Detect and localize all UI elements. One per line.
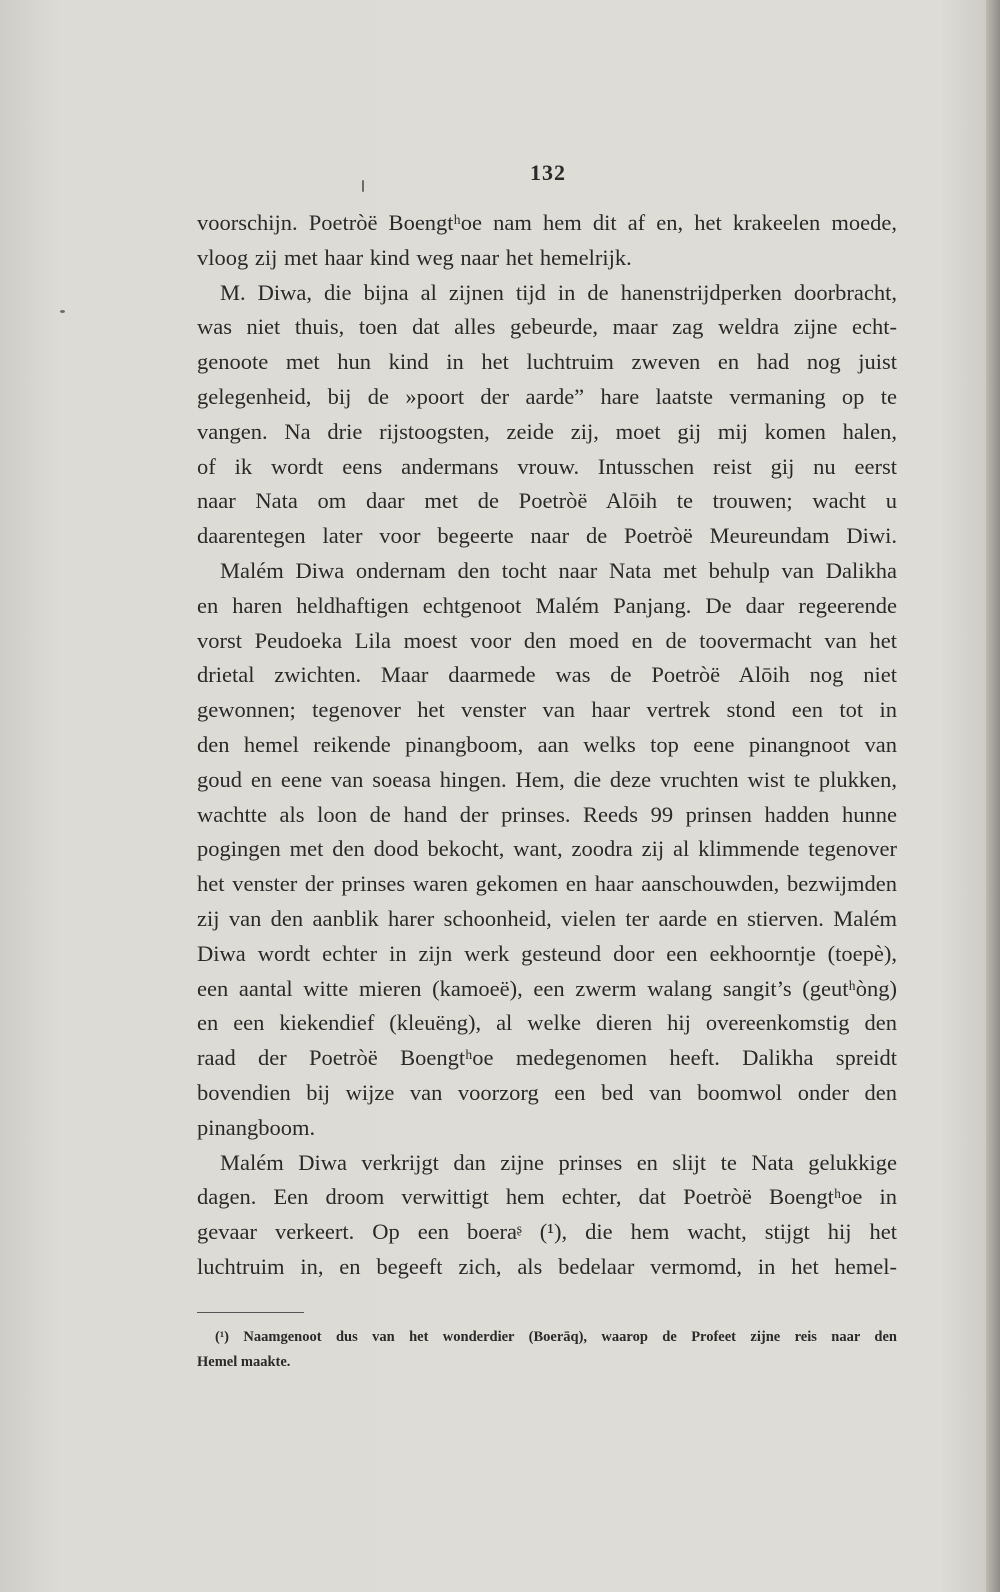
text-line: en haren heldhaftigen echtgenoot Malém Panjang. De daar regeerende [197,592,897,618]
text-line: gewonnen; tegenover het venster van haar vertrek stond een tot in [197,697,897,723]
text-line: Malém Diwa verkrijgt dan zijne prinses en slijt te Nata gelukkige [220,1149,897,1175]
text-line: Diwa wordt echter in zijn werk gesteund door een eekhoorntje (toepè), [197,940,897,966]
body-text [197,206,897,1285]
text-line: wachtte als loon de hand der prinses. Reeds 99 prinsen hadden hunne [197,801,897,827]
text-line: pinangboom. [197,1114,316,1140]
text-line: naar Nata om daar met de Poetròë Alōih te trouwen; wacht u [197,488,897,514]
text-line: gelegenheid, bij de »poort der aarde” hare laatste vermaning op te [197,383,897,409]
text-line: het venster der prinses waren gekomen en haar aanschouwden, bezwijmden [197,871,897,897]
footnote-line: Hemel maakte. [197,1354,291,1370]
page-number: 132 [530,160,566,185]
text-line: daarentegen later voor begeerte naar de Poetròë Meureundam Diwi. [197,523,897,549]
text-line: goud en eene van soeasa hingen. Hem, die deze vruchten wist te plukken, [197,766,897,792]
text-line: een aantal witte mieren (kamoeë), een zwerm walang sangit’s (geutʰòng) [197,975,897,1001]
text-line: Malém Diwa ondernam den tocht naar Nata met behulp van Dalikha [220,557,897,583]
text-line: den hemel reikende pinangboom, aan welks top eene pinangnoot van [197,731,897,757]
text-line: dagen. Een droom verwittigt hem echter, dat Poetròë Boengtʰoe in [197,1184,897,1210]
footnote-divider [197,1312,304,1313]
text-line: genoote met hun kind in het luchtruim zweven en had nog juist [197,349,897,375]
text-line: bovendien bij wijze van voorzorg een bed van boomwol onder den [197,1079,897,1105]
text-line: vloog zij met haar kind weg naar het hemelrijk. [197,244,632,270]
text-line: zij van den aanblik harer schoonheid, vielen ter aarde en stierven. Malém [197,905,897,931]
text-line: raad der Poetròë Boengtʰoe medegenomen heeft. Dalikha spreidt [197,1045,897,1071]
text-line: gevaar verkeert. Op een boeraᶳ (¹), die hem wacht, stijgt hij het [197,1219,897,1245]
footnote-line: (¹) Naamgenoot dus van het wonderdier (Boerāq), waarop de Profeet zijne reis naar den [215,1329,897,1345]
ink-speck [60,310,65,313]
text-line: of ik wordt eens andermans vrouw. Intusschen reist gij nu eerst [197,453,897,479]
text-line: vorst Peudoeka Lila moest voor den moed en de toovermacht van het [197,627,897,653]
text-line: was niet thuis, toen dat alles gebeurde, maar zag weldra zijne echt- [197,314,897,340]
text-line: voorschijn. Poetròë Boengtʰoe nam hem dit af en, het krakeelen moede, [197,210,897,235]
ink-speck [362,180,364,192]
footnote [197,1325,897,1375]
text-line: en een kiekendief (kleuëng), al welke dieren hij overeenkomstig den [197,1010,897,1036]
text-line: M. Diwa, die bijna al zijnen tijd in de hanenstrijdperken doorbracht, [220,279,897,305]
text-line: drietal zwichten. Maar daarmede was de Poetròë Alōih nog niet [197,662,897,688]
text-line: vangen. Na drie rijstoogsten, zeide zij, moet gij mij komen halen, [197,418,897,444]
text-line: pogingen met den dood bekocht, want, zoodra zij al klimmende tegenover [197,836,897,862]
text-line: luchtruim in, en begeeft zich, als bedelaar vermomd, in het hemel- [197,1253,897,1279]
page-spine-edge [986,0,1000,1592]
